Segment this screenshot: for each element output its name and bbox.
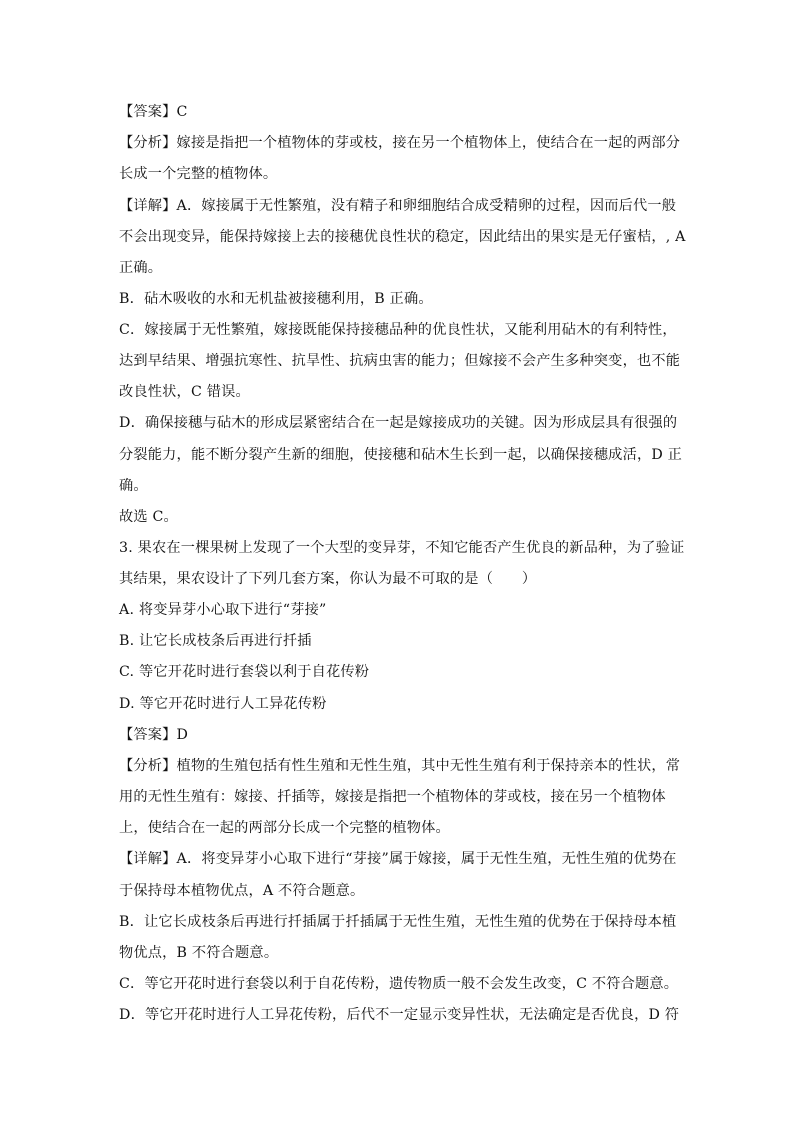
detail-line-d1: D．确保接穗与砧木的形成层紧密结合在一起是嫁接成功的关键。因为形成层具有很强的 — [119, 415, 678, 431]
conclusion-line: 故选 C。 — [119, 509, 178, 525]
detail-line-c1: C．嫁接属于无性繁殖，嫁接既能保持接穗品种的优良性状，又能利用砧木的有利特性， — [119, 322, 677, 338]
option-a: A. 将变异芽小心取下进行“芽接” — [119, 602, 327, 618]
detail-q3-line-c: C．等它开花时进行套袋以利于自花传粉，遗传物质一般不会发生改变，C 不符合题意。 — [119, 976, 679, 992]
detail-line-b: B．砧木吸收的水和无机盐被接穗利用，B 正确。 — [119, 291, 433, 307]
detail-line-c3: 改良性状，C 错误。 — [119, 384, 250, 400]
question-3-line-1: 3. 果农在一棵果树上发现了一个大型的变异芽，不知它能否产生优良的新品种，为了验证 — [119, 540, 685, 556]
analysis-line-2: 长成一个完整的植物体。 — [119, 166, 278, 182]
detail-line-2: 不会出现变异，能保持嫁接上去的接穗优良性状的稳定，因此结出的果实是无仔蜜桔，, A — [119, 229, 686, 245]
detail-line-c2: 达到早结果、增强抗寒性、抗旱性、抗病虫害的能力；但嫁接不会产生多种突变，也不能 — [119, 353, 681, 369]
question-3-line-2: 其结果，果农设计了下列几套方案，你认为最不可取的是（ ） — [119, 571, 537, 587]
detail-line-3: 正确。 — [119, 260, 163, 276]
option-b: B. 让它长成枝条后再进行扦插 — [119, 633, 312, 649]
detail-q3-line-b2: 物优点，B 不符合题意。 — [119, 945, 279, 961]
answer-line-q3: 【答案】D — [119, 727, 189, 743]
detail-line-d2: 分裂能力，能不断分裂产生新的细胞，使接穗和砧木生长到一起，以确保接穗成活，D 正 — [119, 447, 683, 463]
detail-q3-line-b1: B．让它长成枝条后再进行扦插属于扦插属于无性生殖，无性生殖的优势在于保持母本植 — [119, 914, 677, 930]
detail-line-1: 【详解】A．嫁接属于无性繁殖，没有精子和卵细胞结合成受精卵的过程，因而后代一般 — [119, 198, 677, 214]
detail-line-d3: 确。 — [119, 478, 148, 494]
answer-line-q2: 【答案】C — [119, 104, 188, 120]
option-d: D. 等它开花时进行人工异花传粉 — [119, 696, 327, 712]
analysis-q3-line-2: 用的无性生殖有：嫁接、扦插等，嫁接是指把一个植物体的芽或枝，接在另一个植物体 — [119, 789, 666, 805]
analysis-q3-line-3: 上，使结合在一起的两部分长成一个完整的植物体。 — [119, 820, 450, 836]
analysis-line-1: 【分析】嫁接是指把一个植物体的芽或枝，接在另一个植物体上，使结合在一起的两部分 — [119, 135, 681, 151]
detail-q3-line-d: D．等它开花时进行人工异花传粉，后代不一定显示变异性状，无法确定是否优良，D 符 — [119, 1007, 680, 1023]
option-c: C. 等它开花时进行套袋以利于自花传粉 — [119, 664, 370, 680]
analysis-q3-line-1: 【分析】植物的生殖包括有性生殖和无性生殖，其中无性生殖有利于保持亲本的性状，常 — [119, 758, 681, 774]
detail-q3-line-a1: 【详解】A．将变异芽小心取下进行“芽接”属于嫁接，属于无性生殖，无性生殖的优势在 — [119, 851, 677, 867]
detail-q3-line-a2: 于保持母本植物优点，A 不符合题意。 — [119, 883, 365, 899]
